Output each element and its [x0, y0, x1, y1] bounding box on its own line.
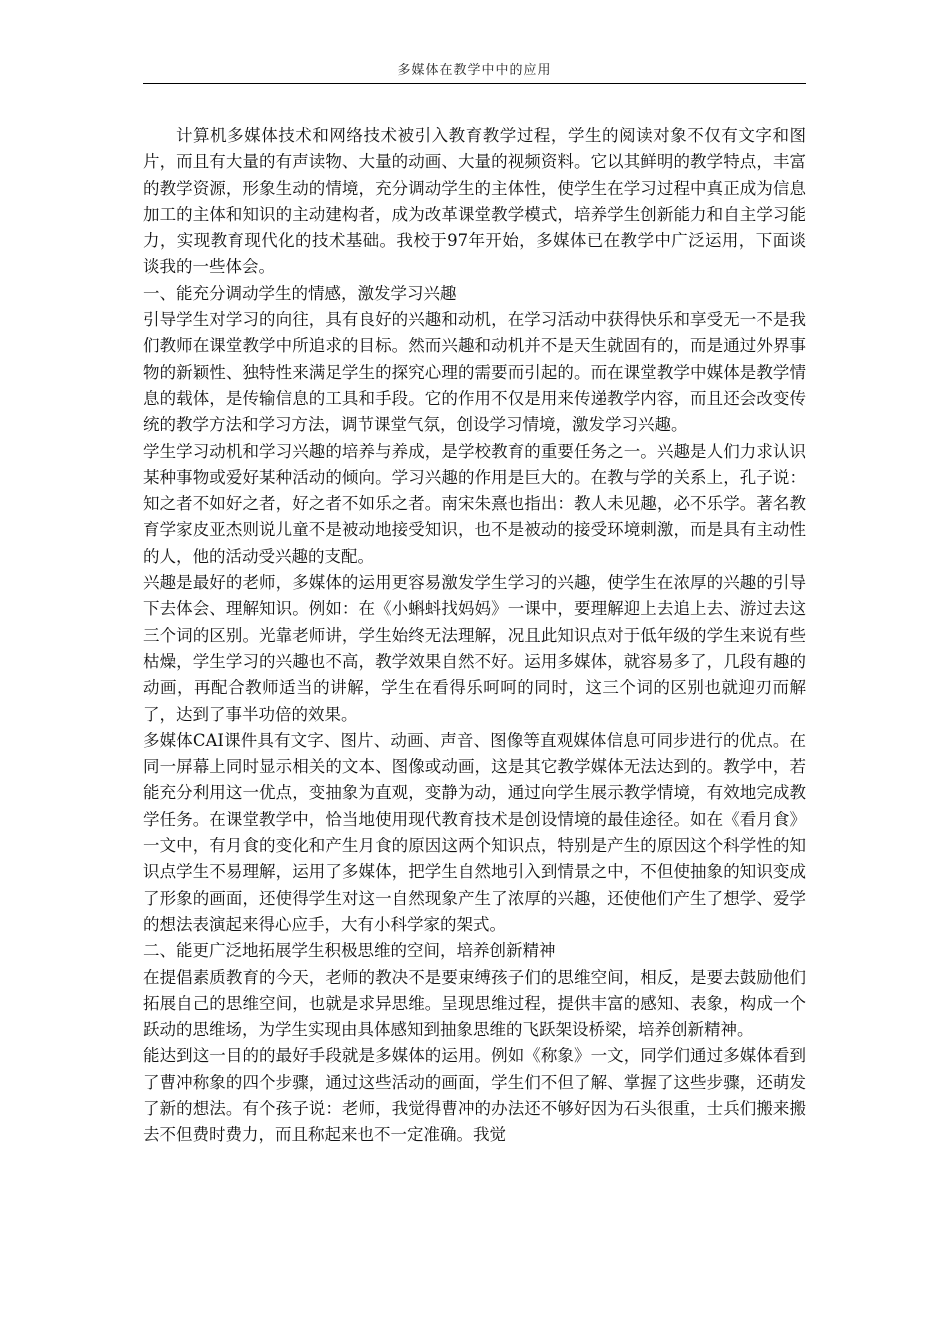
- running-header: 多媒体在教学中中的应用: [397, 63, 552, 78]
- paragraph: 在提倡素质教育的今天，老师的教决不是要束缚孩子们的思维空间，相反，是要去鼓励他们拓展自己的思维空间，也就是求异思维。呈现思维过程，提供丰富的感知、表象，构成一个跃动的思维场，为学生实现由具体感知到抽象思维的飞跃架设桥梁，培养创新精神。: [143, 967, 806, 1040]
- section-heading-2: 二、能更广泛地拓展学生积极思维的空间，培养创新精神: [143, 941, 556, 961]
- intro-paragraph: 计算机多媒体技术和网络技术被引入教育教学过程，学生的阅读对象不仅有文字和图片，而且有大量的有声读物、大量的动画、大量的视频资料。它以其鲜明的教学特点，丰富的教学资源，形象生动的情境，充分调动学生的主体性，使学生在学习过程中真正成为信息加工的主体和知识的主动建构者，成为改革课堂教学模式，培养学生创新能力和自主学习能力，实现教育现代化的技术基础。我校于97年开始，多媒体已在教学中广泛运用，下面谈谈我的一些体会。: [143, 126, 806, 277]
- paragraph: 能达到这一目的的最好手段就是多媒体的运用。例如《称象》一文，同学们通过多媒体看到了曹冲称象的四个步骤，通过这些活动的画面，学生们不但了解、掌握了这些步骤，还萌发了新的想法。有个孩子说：老师，我觉得曹冲的办法还不够好因为石头很重，士兵们搬来搬去不但费时费力，而且称起来也不一定准确。我觉: [143, 1046, 806, 1145]
- section-heading-1: 一、能充分调动学生的情感，激发学习兴趣: [143, 283, 457, 303]
- paragraph: 引导学生对学习的向往，具有良好的兴趣和动机，在学习活动中获得快乐和享受无一不是我们教师在课堂教学中所追求的目标。然而兴趣和动机并不是天生就固有的，而是通过外界事物的新颖性、独特性来满足学生的探究心理的需要而引起的。而在课堂教学中媒体是教学情息的载体，是传输信息的工具和手段。它的作用不仅是用来传递教学内容，而且还会改变传统的教学方法和学习方法，调节课堂气氛，创设学习情境，激发学习兴趣。: [143, 310, 806, 435]
- article-body: [143, 123, 806, 1149]
- paragraph: 学生学习动机和学习兴趣的培养与养成，是学校教育的重要任务之一。兴趣是人们力求认识某种事物或爱好某种活动的倾向。学习兴趣的作用是巨大的。在教与学的关系上，孔子说：知之者不如好之者，好之者不如乐之者。南宋朱熹也指出：教人未见趣，必不乐学。著名教育学家皮亚杰则说儿童不是被动地接受知识，也不是被动的接受环境刺激，而是具有主动性的人，他的活动受兴趣的支配。: [143, 441, 806, 566]
- paragraph: 兴趣是最好的老师，多媒体的运用更容易激发学生学习的兴趣，使学生在浓厚的兴趣的引导下去体会、理解知识。例如：在《小蝌蚪找妈妈》一课中，要理解迎上去追上去、游过去这三个词的区别。光靠老师讲，学生始终无法理解，况且此知识点对于低年级的学生来说有些枯燥，学生学习的兴趣也不高，教学效果自然不好。运用多媒体，就容易多了，几段有趣的动画，再配合教师适当的讲解，学生在看得乐呵呵的同时，这三个词的区别也就迎刃而解了，达到了事半功倍的效果。: [143, 573, 806, 724]
- paragraph: 多媒体CAI课件具有文字、图片、动画、声音、图像等直观媒体信息可同步进行的优点。在同一屏幕上同时显示相关的文本、图像或动画，这是其它教学媒体无法达到的。教学中，若能充分利用这一优点，变抽象为直观，变静为动，通过向学生展示教学情境，有效地完成教学任务。在课堂教学中，恰当地使用现代教育技术是创设情境的最佳途径。如在《看月食》一文中，有月食的变化和产生月食的原因这两个知识点，特别是产生的原因这个科学性的知识点学生不易理解，运用了多媒体，把学生自然地引入到情景之中，不但使抽象的知识变成了形象的画面，还使得学生对这一自然现象产生了浓厚的兴趣，还使他们产生了想学、爱学的想法表演起来得心应手，大有小科学家的架式。: [143, 730, 806, 934]
- header-rule: [143, 83, 806, 84]
